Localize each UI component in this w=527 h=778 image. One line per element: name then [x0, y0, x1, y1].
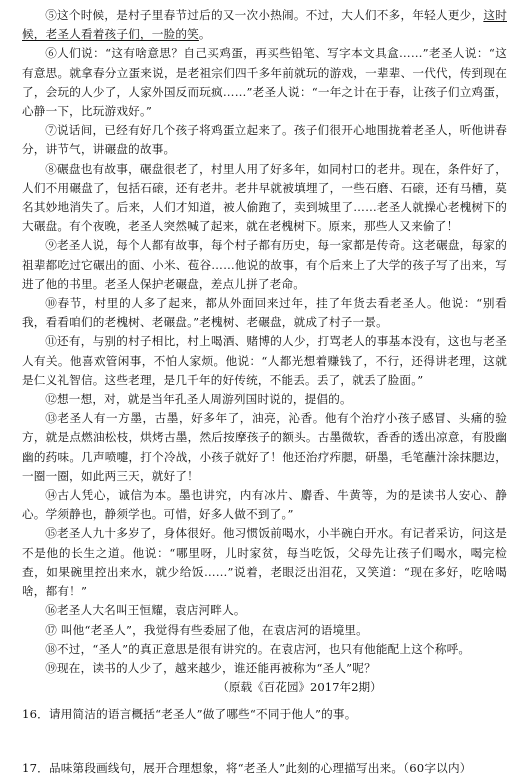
paragraph-12: ⑫想一想，对，就是当年孔圣人周游列国时说的，提倡的。 [45, 392, 352, 407]
paragraph-11: ⑪还有，与别的村子相比，村上喝酒、赌博的人少，打骂老人的事基本没有，这也与老圣人有关。他喜欢管闲事，不怕人家烦。他说：“人都光想着赚钱了，不行，还得讲老理，这就是仁义礼智信。这些老理，是几千年的好传统，不能丢。丢了，就丢了脸面。” [22, 334, 507, 387]
paragraph-18: ⑱不过，“圣人”的真正意思是很有讲究的。在袁店河，也只有他能配上这个称呼。 [45, 641, 471, 656]
paragraph-19: ⑲现在，读书的人少了，越来越少，谁还能再被称为“圣人”呢？ [45, 660, 376, 675]
paragraph-5-end: 。 [198, 27, 211, 42]
paragraph-5-text: ⑤这个时候，是村子里春节过后的又一次小热闹。不过，大人们不多，年轻人更少， [45, 8, 484, 22]
underlined-sentence: 这时候，老圣人看着孩子们，一脸的笑 [22, 8, 507, 42]
paragraph-5 [22, 6, 507, 44]
paragraph-17: ⑰ 叫他“老圣人”，我觉得有些委屈了他，在袁店河的语境里。 [45, 622, 368, 637]
source-citation: （原载《百花园》2017年2期） [217, 680, 382, 695]
paragraph-15: ⑮老圣人九十多岁了，身体很好。他习惯饭前喝水，小半碗白开水。有记者采访，问这是不是他的长生之道。他说：“哪里呀，儿时家贫，每当吃饭，父母先让孩子们喝水，喝完检查，如果碗里控出来水，就少给饭……”说着，老眼泛出泪花，又笑道：“现在多好，吃啥喝啥，都有！” [22, 526, 507, 599]
paragraph-14: ⑭古人凭心，诚信为本。墨也讲究，内有冰片、麝香、牛黄等，为的是读书人安心、静心。学须静也，静须学也。可惜，好多人做不到了。” [22, 488, 507, 522]
paragraph-13: ⑬老圣人有一方墨，古墨，好多年了，油亮，沁香。他有个治疗小孩子感冒、头痛的验方，就是点燃油松枝，烘烤古墨，然后按摩孩子的额头。古墨微软，香香的透出凉意，有股幽幽的药味。几声喷嚏，打个冷战，小孩子就好了！他还治疗痄腮，研墨，毛笔蘸汁涂抹腮边，一圈一圈，如此两三天，就好了！ [22, 411, 507, 483]
paragraph-9: ⑨老圣人说，每个人都有故事，每个村子都有历史，每一家都是传奇。这老碾盘，每家的祖辈都吃过它碾出的面、小米、苞谷……他说的故事，有个后来上了大学的孩子写了出来，写进了他的书里。老圣人保护老碾盘，差点儿拼了老命。 [22, 238, 507, 291]
paragraph-7: ⑦说话间，已经有好几个孩子将鸡蛋立起来了。孩子们很开心地围拢着老圣人，听他讲春分，讲节气，讲碾盘的故事。 [22, 123, 507, 157]
paragraph-8: ⑧碾盘也有故事，碾盘很老了，村里人用了好多年，如同村口的老井。现在，条件好了，人们不用碾盘了，包括石磙，还有老井。老井早就被填埋了，一些石磨、石磙，还有马槽，莫名其妙地消失了。后来，人们才知道，被人偷跑了，卖到城里了……老圣人就操心老槐树下的大碾盘。有个夜晚，老圣人突然喊了起来，就在老槐树下。原来，那些人又来偷了！ [22, 161, 507, 234]
paragraph-10: ⑩春节，村里的人多了起来，都从外面回来过年，挂了年货去看老圣人。他说：“别看我，看看咱们的老槐树、老碾盘。”老槐树、老碾盘，就成了村子一景。 [22, 296, 507, 330]
question-17: 17．品味第段画线句，展开合理想象，将“老圣人”此刻的心理描写出来。（60字以内） [22, 760, 472, 775]
paragraph-6: ⑥人们说：“这有啥意思？自己买鸡蛋，再买些铅笔、写字本文具盒……”老圣人说：“这有意思。就拿春分立蛋来说，是老祖宗们四千多年前就玩的游戏，一辈辈、一代代，传到现在了，会玩的人少了，人家外国反而玩疯……”老圣人说：“一年之计在于春，让孩子们立鸡蛋，心静一下，比玩游戏好。” [22, 46, 507, 119]
paragraph-16: ⑯老圣人大名叫王恒耀，袁店河畔人。 [45, 603, 246, 618]
question-16: 16．请用简洁的语言概括“老圣人”做了哪些“不同于他人”的事。 [22, 707, 357, 722]
